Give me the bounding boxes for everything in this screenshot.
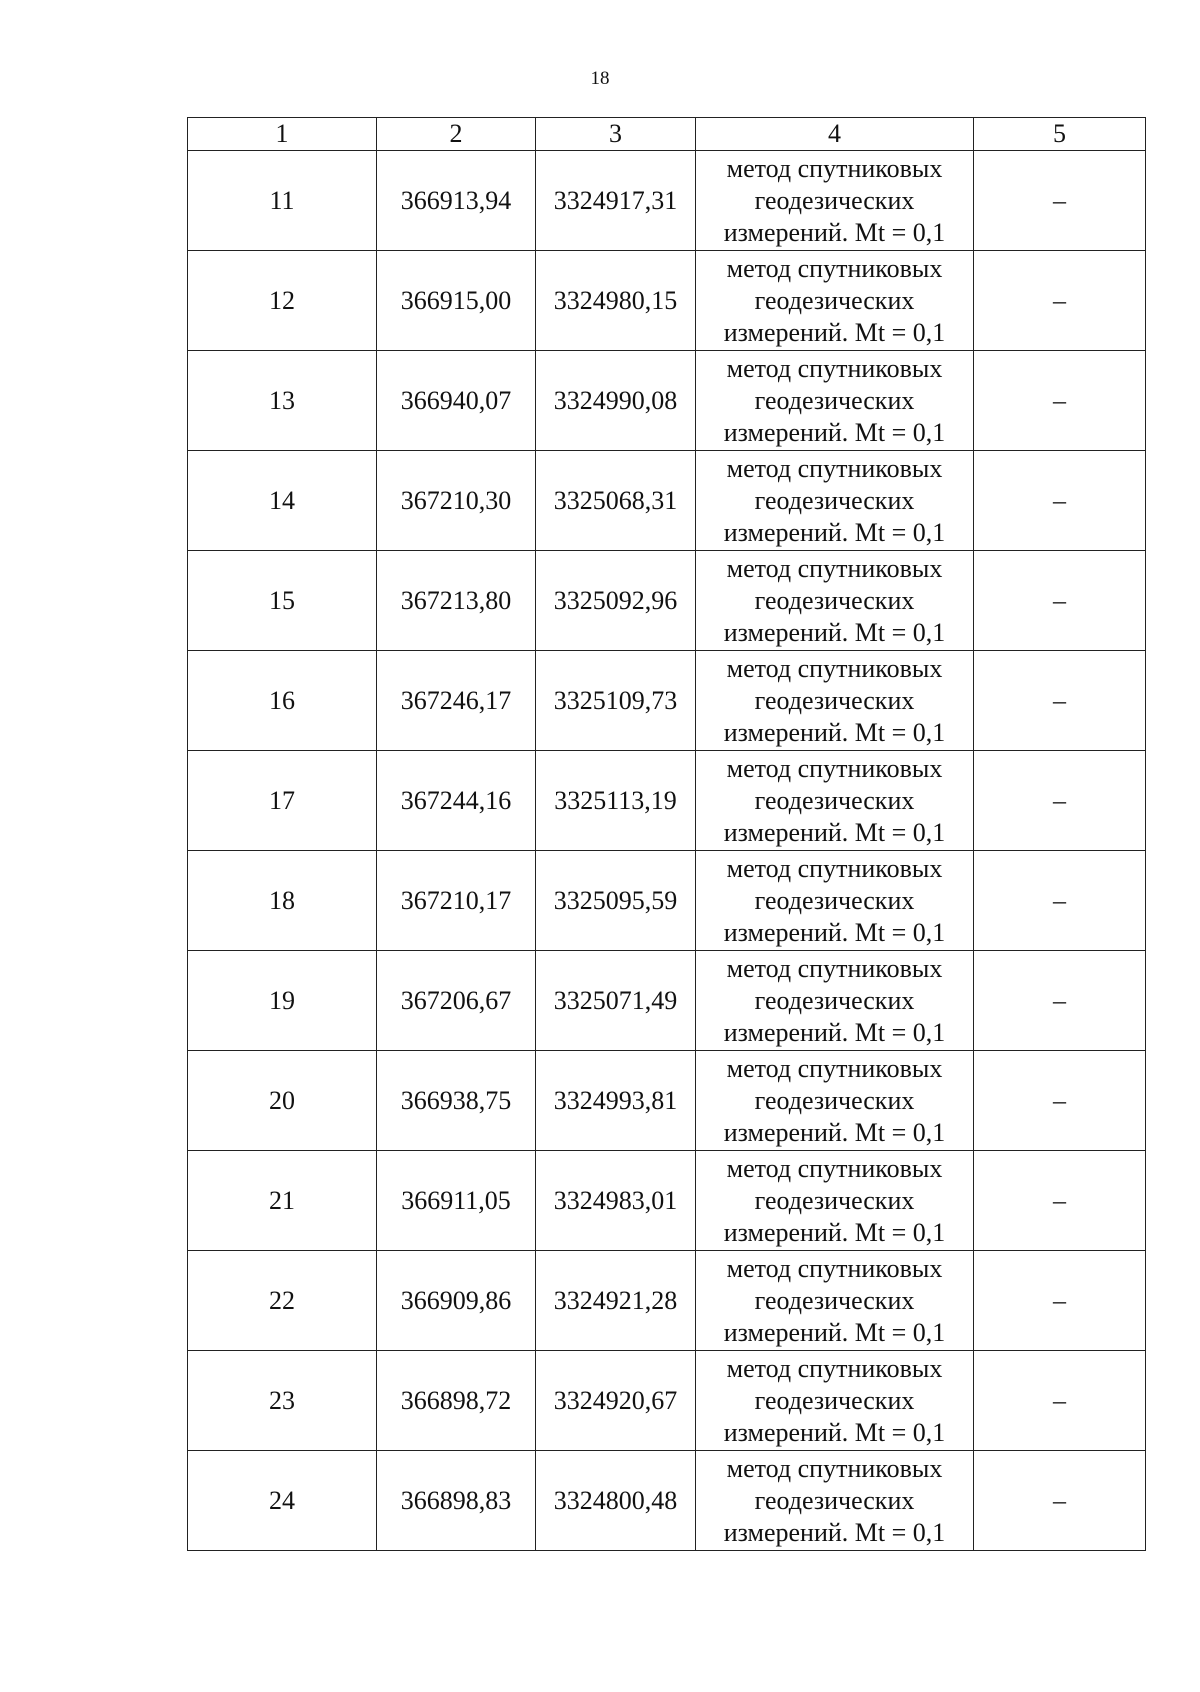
method-cell: метод спутниковых геодезических измерений. Mt = 0,1 xyxy=(696,1151,974,1251)
note-cell: – xyxy=(974,1451,1146,1551)
point-number-cell: 17 xyxy=(188,751,377,851)
y-coordinate-cell: 3324993,81 xyxy=(536,1051,696,1151)
y-coordinate-cell: 3324920,67 xyxy=(536,1351,696,1451)
note-cell: – xyxy=(974,451,1146,551)
note-cell: – xyxy=(974,551,1146,651)
table-row xyxy=(188,551,1146,651)
x-coordinate-cell: 366915,00 xyxy=(377,251,536,351)
point-number-cell: 23 xyxy=(188,1351,377,1451)
x-coordinate-cell: 367206,67 xyxy=(377,951,536,1051)
table-row xyxy=(188,1151,1146,1251)
point-number-cell: 12 xyxy=(188,251,377,351)
y-coordinate-cell: 3324983,01 xyxy=(536,1151,696,1251)
x-coordinate-cell: 366909,86 xyxy=(377,1251,536,1351)
note-cell: – xyxy=(974,851,1146,951)
column-header: 2 xyxy=(377,118,536,151)
note-cell: – xyxy=(974,151,1146,251)
method-cell: метод спутниковых геодезических измерений. Mt = 0,1 xyxy=(696,1351,974,1451)
method-cell: метод спутниковых геодезических измерений. Mt = 0,1 xyxy=(696,851,974,951)
y-coordinate-cell: 3325092,96 xyxy=(536,551,696,651)
y-coordinate-cell: 3325095,59 xyxy=(536,851,696,951)
point-number-cell: 16 xyxy=(188,651,377,751)
header-row xyxy=(188,118,1146,151)
note-cell: – xyxy=(974,251,1146,351)
point-number-cell: 15 xyxy=(188,551,377,651)
x-coordinate-cell: 366913,94 xyxy=(377,151,536,251)
note-cell: – xyxy=(974,1151,1146,1251)
x-coordinate-cell: 366898,72 xyxy=(377,1351,536,1451)
y-coordinate-cell: 3324980,15 xyxy=(536,251,696,351)
table-row xyxy=(188,1051,1146,1151)
y-coordinate-cell: 3324990,08 xyxy=(536,351,696,451)
method-cell: метод спутниковых геодезических измерений. Mt = 0,1 xyxy=(696,651,974,751)
x-coordinate-cell: 367210,30 xyxy=(377,451,536,551)
note-cell: – xyxy=(974,1351,1146,1451)
coordinates-table xyxy=(187,117,1146,1551)
point-number-cell: 13 xyxy=(188,351,377,451)
point-number-cell: 18 xyxy=(188,851,377,951)
x-coordinate-cell: 367246,17 xyxy=(377,651,536,751)
table-row xyxy=(188,451,1146,551)
method-cell: метод спутниковых геодезических измерений. Mt = 0,1 xyxy=(696,951,974,1051)
table-row xyxy=(188,1451,1146,1551)
table-row xyxy=(188,151,1146,251)
note-cell: – xyxy=(974,951,1146,1051)
method-cell: метод спутниковых геодезических измерений. Mt = 0,1 xyxy=(696,1451,974,1551)
x-coordinate-cell: 367213,80 xyxy=(377,551,536,651)
point-number-cell: 22 xyxy=(188,1251,377,1351)
method-cell: метод спутниковых геодезических измерений. Mt = 0,1 xyxy=(696,1251,974,1351)
x-coordinate-cell: 366898,83 xyxy=(377,1451,536,1551)
table-header xyxy=(188,118,1146,151)
y-coordinate-cell: 3324917,31 xyxy=(536,151,696,251)
method-cell: метод спутниковых геодезических измерений. Mt = 0,1 xyxy=(696,251,974,351)
x-coordinate-cell: 366938,75 xyxy=(377,1051,536,1151)
point-number-cell: 19 xyxy=(188,951,377,1051)
note-cell: – xyxy=(974,351,1146,451)
column-header: 3 xyxy=(536,118,696,151)
point-number-cell: 20 xyxy=(188,1051,377,1151)
point-number-cell: 11 xyxy=(188,151,377,251)
y-coordinate-cell: 3324921,28 xyxy=(536,1251,696,1351)
method-cell: метод спутниковых геодезических измерений. Mt = 0,1 xyxy=(696,451,974,551)
x-coordinate-cell: 367244,16 xyxy=(377,751,536,851)
y-coordinate-cell: 3325113,19 xyxy=(536,751,696,851)
note-cell: – xyxy=(974,1051,1146,1151)
page-number: 18 xyxy=(590,68,610,89)
method-cell: метод спутниковых геодезических измерений. Mt = 0,1 xyxy=(696,751,974,851)
method-cell: метод спутниковых геодезических измерений. Mt = 0,1 xyxy=(696,151,974,251)
table-body xyxy=(188,151,1146,1551)
method-cell: метод спутниковых геодезических измерений. Mt = 0,1 xyxy=(696,1051,974,1151)
method-cell: метод спутниковых геодезических измерений. Mt = 0,1 xyxy=(696,351,974,451)
note-cell: – xyxy=(974,1251,1146,1351)
point-number-cell: 21 xyxy=(188,1151,377,1251)
table-row xyxy=(188,851,1146,951)
note-cell: – xyxy=(974,651,1146,751)
table-row xyxy=(188,751,1146,851)
note-cell: – xyxy=(974,751,1146,851)
y-coordinate-cell: 3325109,73 xyxy=(536,651,696,751)
point-number-cell: 14 xyxy=(188,451,377,551)
x-coordinate-cell: 366940,07 xyxy=(377,351,536,451)
method-cell: метод спутниковых геодезических измерений. Mt = 0,1 xyxy=(696,551,974,651)
column-header: 5 xyxy=(974,118,1146,151)
table-row xyxy=(188,1351,1146,1451)
column-header: 1 xyxy=(188,118,377,151)
x-coordinate-cell: 367210,17 xyxy=(377,851,536,951)
x-coordinate-cell: 366911,05 xyxy=(377,1151,536,1251)
table-row xyxy=(188,1251,1146,1351)
table-row xyxy=(188,251,1146,351)
table-row xyxy=(188,351,1146,451)
column-header: 4 xyxy=(696,118,974,151)
y-coordinate-cell: 3324800,48 xyxy=(536,1451,696,1551)
table-row xyxy=(188,651,1146,751)
table-row xyxy=(188,951,1146,1051)
y-coordinate-cell: 3325068,31 xyxy=(536,451,696,551)
point-number-cell: 24 xyxy=(188,1451,377,1551)
y-coordinate-cell: 3325071,49 xyxy=(536,951,696,1051)
